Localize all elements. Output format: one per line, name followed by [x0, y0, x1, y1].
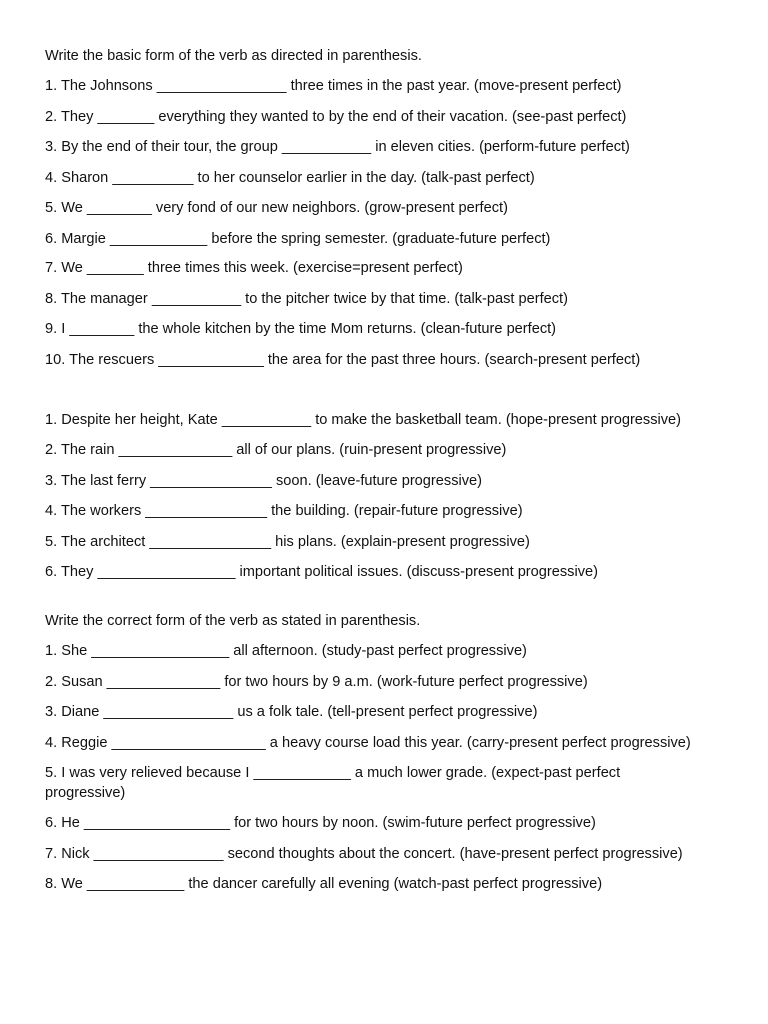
- section3-item-3: 3. Diane ________________ us a folk tale. (tell-present perfect progressive): [45, 704, 538, 720]
- section1-instruction: Write the basic form of the verb as directed in parenthesis.: [45, 48, 422, 64]
- section2-item-5: 5. The architect _______________ his plans. (explain-present progressive): [45, 534, 530, 550]
- section1-item-1: 1. The Johnsons ________________ three times in the past year. (move-present perfect): [45, 78, 622, 94]
- section3-item-7: 7. Nick ________________ second thoughts about the concert. (have-present perfect progressive): [45, 846, 683, 862]
- section2-item-4: 4. The workers _______________ the building. (repair-future progressive): [45, 503, 523, 519]
- section3-instruction: Write the correct form of the verb as stated in parenthesis.: [45, 613, 421, 629]
- section1-item-5: 5. We ________ very fond of our new neighbors. (grow-present perfect): [45, 200, 508, 216]
- section3-item-2: 2. Susan ______________ for two hours by 9 a.m. (work-future perfect progressive): [45, 674, 588, 690]
- section1-item-9: 9. I ________ the whole kitchen by the time Mom returns. (clean-future perfect): [45, 321, 557, 337]
- section2-item-1: 1. Despite her height, Kate ___________ to make the basketball team. (hope-present progressive): [45, 412, 682, 428]
- section1-item-8: 8. The manager ___________ to the pitcher twice by that time. (talk-past perfect): [45, 291, 568, 307]
- section1-item-6: 6. Margie ____________ before the spring semester. (graduate-future perfect): [45, 231, 551, 247]
- section1-item-10: 10. The rescuers _____________ the area for the past three hours. (search-present perfect): [45, 352, 641, 368]
- section3-item-1: 1. She _________________ all afternoon. (study-past perfect progressive): [45, 643, 527, 659]
- section2-item-6: 6. They _________________ important political issues. (discuss-present progressive): [45, 564, 598, 580]
- section3-item-4: 4. Reggie ___________________ a heavy course load this year. (carry-present perfect progressive): [45, 735, 691, 751]
- section3-item-8: 8. We ____________ the dancer carefully all evening (watch-past perfect progressive): [45, 876, 603, 892]
- section1-item-4: 4. Sharon __________ to her counselor earlier in the day. (talk-past perfect): [45, 170, 535, 186]
- section1-item-7: 7. We _______ three times this week. (exercise=present perfect): [45, 260, 463, 276]
- section1-item-3: 3. By the end of their tour, the group ___________ in eleven cities. (perform-future perfect): [45, 139, 630, 155]
- section2-item-2: 2. The rain ______________ all of our plans. (ruin-present progressive): [45, 442, 507, 458]
- section2-item-3: 3. The last ferry _______________ soon. (leave-future progressive): [45, 473, 483, 489]
- section3-item-6: 6. He __________________ for two hours by noon. (swim-future perfect progressive): [45, 815, 596, 831]
- section3-item-5: 5. I was very relieved because I ____________ a much lower grade. (expect-past perfect progressive): [45, 765, 621, 801]
- section1-item-2: 2. They _______ everything they wanted to by the end of their vacation. (see-past perfect): [45, 109, 627, 125]
